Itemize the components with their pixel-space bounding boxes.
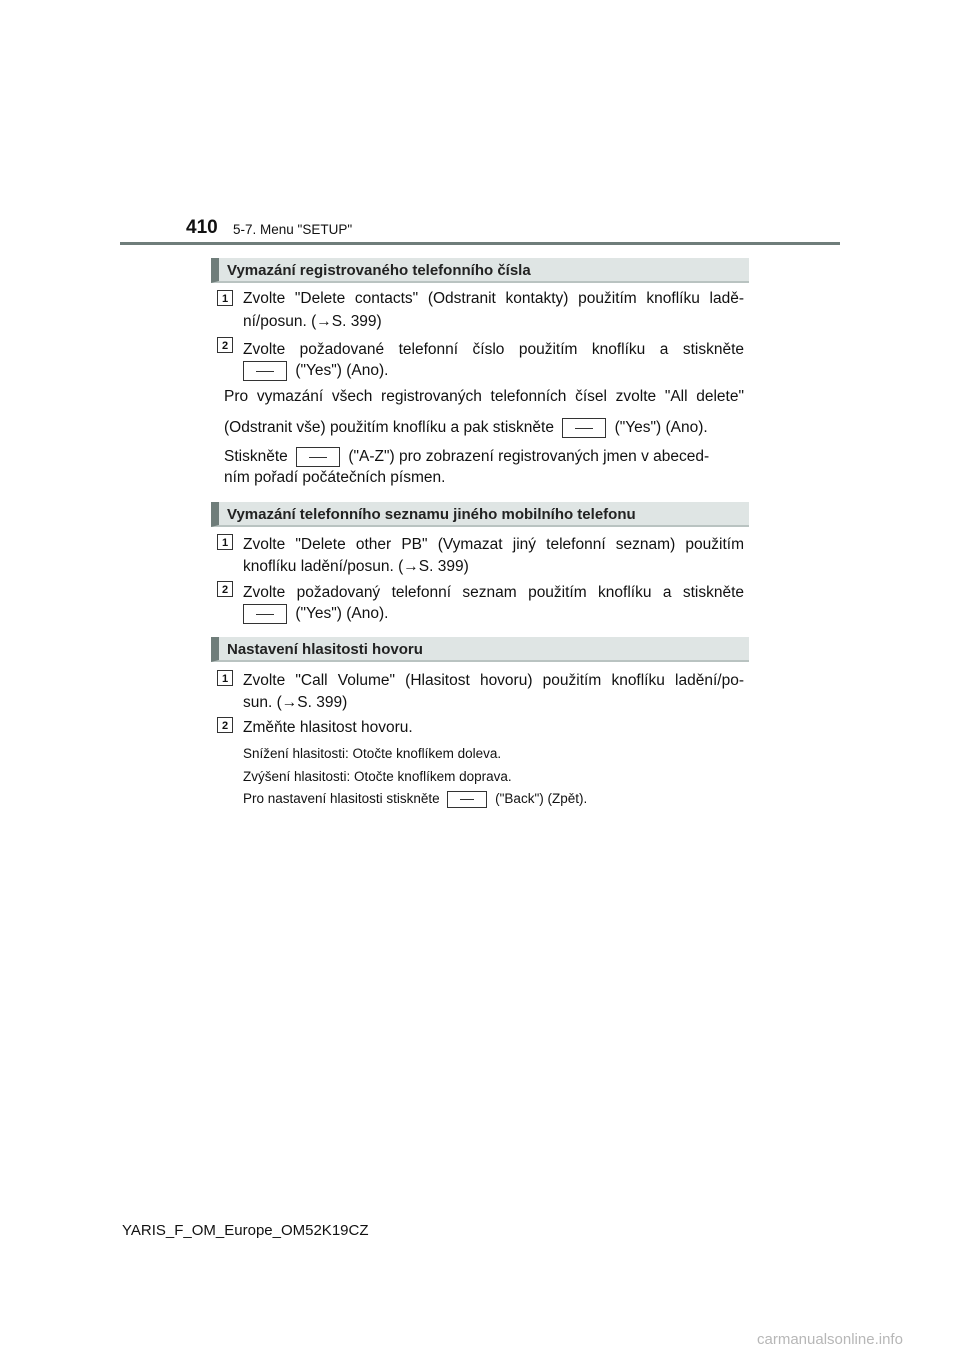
step-text: Změňte hlasitost hovoru. [243, 719, 413, 736]
note-text: Snížení hlasitosti: Otočte knoflíkem doleva. [243, 746, 502, 761]
note-text: ním pořadí počátečních písmen. [224, 469, 446, 486]
step-text: ("Yes") (Ano). [295, 605, 389, 623]
step-text-with-button [243, 604, 388, 624]
section-heading-delete-phonebook [211, 502, 749, 527]
step-number: 1 [217, 290, 233, 306]
section-heading-delete-number [211, 258, 749, 283]
step-number: 1 [217, 534, 233, 550]
yes-button-icon [562, 418, 606, 438]
section-heading-text: Vymazání telefonního seznamu jiného mobilního telefonu [227, 506, 636, 523]
step-number: 2 [217, 717, 233, 733]
step-text: Zvolte "Call Volume" (Hlasitost hovoru) použitím knoflíku ladění/po- [243, 672, 744, 689]
step-number: 2 [217, 337, 233, 353]
section-heading-text: Nastavení hlasitosti hovoru [227, 641, 423, 658]
note-text-with-button [243, 791, 587, 808]
footer-doc-code: YARIS_F_OM_Europe_OM52K19CZ [122, 1222, 369, 1239]
step-text: Zvolte požadované telefonní číslo použitím knoflíku a stiskněte [243, 341, 744, 358]
yes-button-icon [243, 361, 287, 381]
note-text-with-button [224, 447, 709, 467]
a-z-button-icon [296, 447, 340, 467]
watermark: carmanualsonline.info [757, 1331, 903, 1348]
page-number: 410 [186, 217, 218, 238]
note-text-with-button [224, 418, 708, 438]
step-text: knoflíku ladění/posun. (→S. 399) [243, 558, 469, 575]
note-text: ("Yes") (Ano). [614, 419, 708, 437]
step-text: Zvolte požadovaný telefonní seznam použitím knoflíku a stiskněte [243, 584, 744, 601]
step-number: 2 [217, 581, 233, 597]
note-text: Pro vymazání všech registrovaných telefonních čísel zvolte "All delete" [224, 388, 744, 405]
back-button-icon [447, 791, 487, 808]
note-text: (Odstranit vše) použitím knoflíku a pak stiskněte [224, 419, 554, 437]
note-text: Pro nastavení hlasitosti stiskněte [243, 791, 440, 807]
note-text: Stiskněte [224, 448, 288, 466]
step-text: ("Yes") (Ano). [295, 362, 389, 380]
step-text-with-button [243, 361, 388, 381]
note-text: ("Back") (Zpět). [495, 791, 588, 807]
step-text: Zvolte "Delete other PB" (Vymazat jiný telefonní seznam) použitím [243, 536, 744, 553]
section-heading-text: Vymazání registrovaného telefonního čísla [227, 262, 531, 279]
step-number: 1 [217, 670, 233, 686]
step-text: Zvolte "Delete contacts" (Odstranit kontakty) použitím knoflíku ladě- [243, 290, 744, 307]
yes-button-icon [243, 604, 287, 624]
chapter-title: 5-7. Menu "SETUP" [233, 222, 353, 237]
step-text: sun. (→S. 399) [243, 694, 348, 711]
step-text: ní/posun. (→S. 399) [243, 313, 382, 330]
note-text: Zvýšení hlasitosti: Otočte knoflíkem doprava. [243, 769, 512, 784]
section-heading-call-volume [211, 637, 749, 662]
note-text: ("A-Z") pro zobrazení registrovaných jmen v abeced- [348, 448, 710, 466]
header-rule [120, 242, 840, 245]
